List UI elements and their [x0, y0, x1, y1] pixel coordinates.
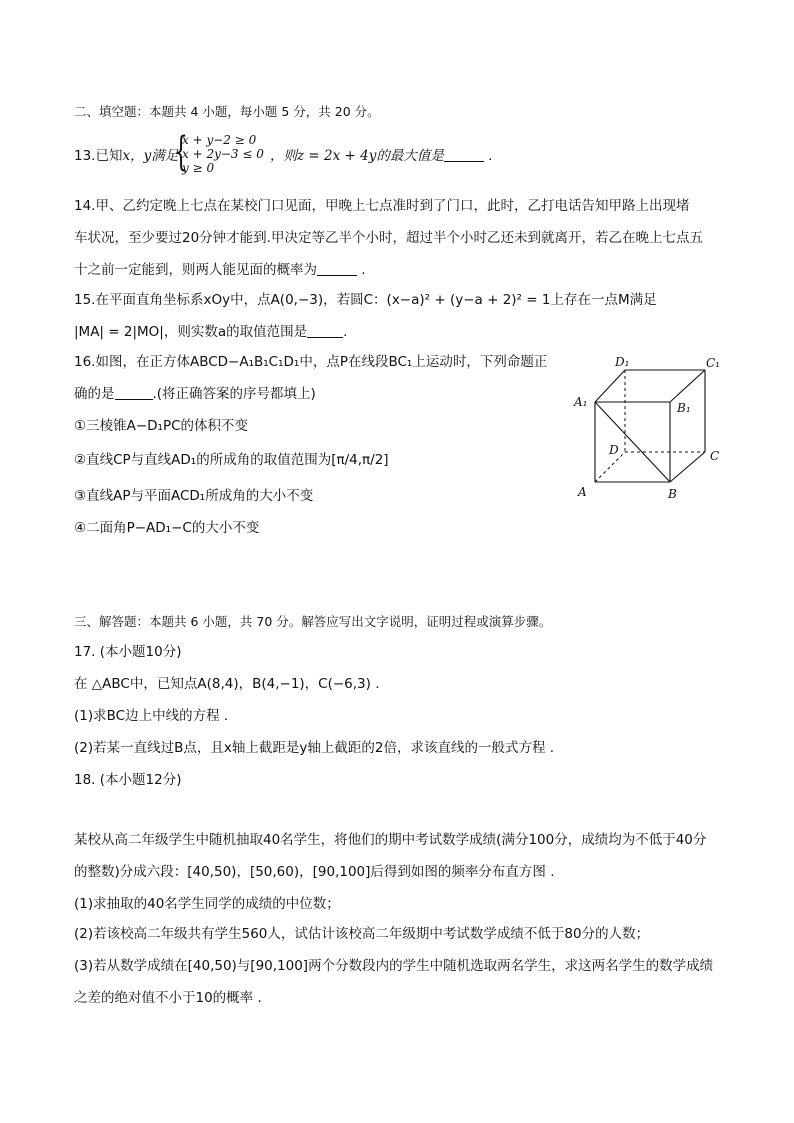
q18-part-4: 之差的绝对值不小于10的概率 .	[74, 990, 262, 1006]
q18-part-1: (1)求抽取的40名学生同学的成绩的中位数；	[74, 896, 340, 912]
q14-end: .	[357, 262, 366, 278]
q16-line-2	[74, 384, 316, 404]
q15-line-2-text: |MA| = 2|MO|，则实数a的取值范围是	[74, 324, 308, 340]
label-b: B	[668, 487, 677, 501]
q13-end: .	[483, 148, 493, 164]
q14-line-1: 14.甲、乙约定晚上七点在某校门口见面，甲晚上七点准时到了门口，此时，乙打电话告知甲路上出现堵	[74, 198, 690, 214]
edge-a1d1	[595, 370, 625, 402]
q16-line-1: 16.如图，在正方体ABCD−A₁B₁C₁D₁中，点P在线段BC₁上运动时，下列命题正	[74, 354, 548, 370]
q17-part-1: (1)求BC边上中线的方程 .	[74, 708, 229, 724]
q13-vars: x，y满足	[122, 148, 179, 164]
q14-line-3-text: 十之前一定能到，则两人能见面的概率为	[74, 262, 317, 278]
label-a: A	[578, 485, 587, 499]
q17-line-1: 在 △ABC中，已知点A(8,4)，B(4,−1)，C(−6,3) .	[74, 676, 380, 692]
q13-constraint-3: y ≥ 0	[182, 161, 215, 175]
section-2-title: 二、填空题：本题共 4 小题，每小题 5 分，共 20 分。	[74, 104, 380, 119]
label-c1: C₁	[706, 356, 720, 370]
question-13	[74, 146, 178, 166]
label-c: C	[710, 449, 720, 463]
q18-part-2: (2)若该校高二年级共有学生560人，试估计该校高二年级期中考试数学成绩不低于80分的人数；	[74, 926, 650, 942]
q16-option-3: ③直线AP与平面ACD₁所成角的大小不变	[74, 488, 314, 504]
diagonal-a1b	[595, 402, 670, 482]
q15-line-2	[74, 322, 347, 342]
q14-answer-blank[interactable]	[317, 261, 357, 276]
q14-line-2: 车状况，至少要过20分钟才能到.甲决定等乙半个小时，超过半个小时乙还未到就离开，若乙在晚上七点五	[74, 230, 703, 246]
q17-part-2: (2)若某一直线过B点，且x轴上截距是y轴上截距的2倍，求该直线的一般式方程 .	[74, 740, 555, 756]
q15-line-1: 15.在平面直角坐标系xOy中，点A(0,−3)，若圆C：(x−a)² + (y−a + 2)² = 1上存在一点M满足	[74, 292, 657, 308]
q14-line-3	[74, 260, 366, 280]
q18-part-3: (3)若从数学成绩在[40,50)与[90,100]两个分数段内的学生中随机选取两名学生，求这两名学生的数学成绩	[74, 958, 714, 974]
q17-head: 17. (本小题10分)	[74, 644, 182, 660]
q18-line-2: 的整数)分成六段：[40,50)，[50,60)，[90,100]后得到如图的频率分布直方图 .	[74, 864, 555, 880]
cube-figure	[560, 350, 730, 505]
q18-line-1: 某校从高二年级学生中随机抽取40名学生，将他们的期中考试数学成绩(满分100分，成绩均为不低于40分	[74, 832, 707, 848]
label-d: D	[609, 443, 619, 457]
q13-constraint-1: x + y−2 ≥ 0	[182, 133, 257, 147]
q15-answer-blank[interactable]	[307, 323, 343, 338]
q13-prefix: 13.已知	[74, 148, 123, 164]
edge-b1c1	[670, 370, 705, 402]
q13-brace: {	[174, 129, 188, 175]
q13-answer-blank[interactable]	[444, 147, 484, 162]
q16-option-2: ②直线CP与直线AD₁的所成角的取值范围为[π/4,π/2]	[74, 452, 389, 468]
q13-constraints	[182, 133, 264, 175]
edge-bc	[670, 452, 705, 482]
label-b1: B₁	[677, 401, 691, 415]
q16-line-2b: .(将正确答案的序号都填上)	[152, 386, 316, 402]
q13-suffix: ，则z = 2x + 4y的最大值是	[270, 148, 444, 164]
q13-constraint-2: x + 2y−3 ≤ 0	[182, 147, 264, 161]
q13-tail	[270, 146, 492, 166]
section-3-title: 三、解答题：本题共 6 小题，共 70 分。解答应写出文字说明，证明过程或演算步骤。	[74, 614, 552, 629]
q16-line-2a: 确的是	[74, 386, 115, 402]
label-a1: A₁	[574, 395, 588, 409]
q16-option-4: ④二面角P−AD₁−C的大小不变	[74, 520, 260, 536]
q16-option-1: ①三棱锥A−D₁PC的体积不变	[74, 418, 249, 434]
q18-head: 18. (本小题12分)	[74, 772, 182, 788]
q16-answer-blank[interactable]	[115, 385, 153, 400]
label-d1: D₁	[615, 355, 630, 369]
q15-end: .	[343, 324, 348, 340]
